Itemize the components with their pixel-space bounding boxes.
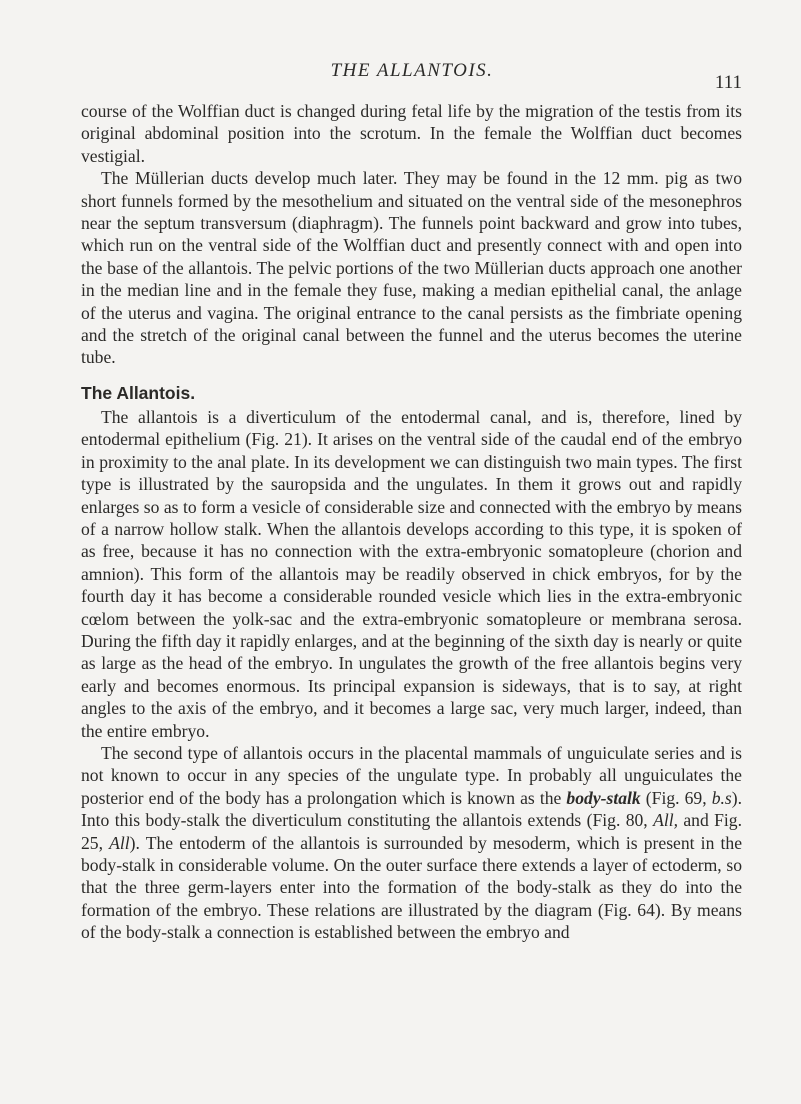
term-body-stalk: body-stalk	[566, 787, 641, 808]
paragraph-wolffian-continuation: course of the Wolffian duct is changed during fetal life by the migration of the testis from its original abdominal position into the scrotum. In the female the Wolffian duct becomes vestigial.	[81, 101, 742, 166]
text-run: The second type of allantois occurs in the placental mammals of unguiculate series and is not known to occur in any species of the ungulate type. In probably all unguiculates the posterior end of the body has a prolongation which is known as the	[81, 742, 742, 808]
paragraph-mullerian-ducts: The Müllerian ducts develop much later. They may be found in the 12 mm. pig as two short funnels formed by the mesothelium and situated on the ventral side of the mesonephros near the septum transversum (diaphragm). The funnels point backward and grow into tubes, which run on the ventral side of the Wolffian duct and presently connect with and open into the base of the allantois. The pelvic portions of the two Müllerian ducts approach one another in the median line and in the female they fuse, making a median epithelial canal, the anlage of the uterus and vagina. The original entrance to the canal persists as the fimbriate opening and the stretch of the original canal between the funnel and the uterus becomes the uterine tube.	[81, 168, 742, 368]
running-title: THE ALLANTOIS.	[330, 60, 494, 81]
page-number: 111	[714, 72, 742, 93]
text-run: ). Into this body-stalk the diverticulum constituting the allantois extends (Fig. 80,	[81, 787, 743, 831]
paragraph-allantois-second-type	[81, 742, 742, 944]
running-head	[82, 60, 742, 93]
text-run: ). The entoderm of the allantois is surrounded by mesoderm, which is present in the body-stalk in considerable volume. On the outer surface there extends a layer of ectoderm, so that the three germ-layers enter into the formation of the body-stalk as they do into the formation of the embryo. These relations are illustrated by the diagram (Fig. 64). By means of the body-stalk a connection is established between the embryo and	[81, 832, 742, 943]
figure-label-bs: b.s	[711, 787, 732, 808]
figure-label-all: All,	[653, 810, 678, 831]
body-text	[81, 100, 742, 944]
text-run: and Fig. 25,	[81, 810, 742, 853]
figure-label-all: All	[109, 832, 130, 853]
text-run: (Fig. 69,	[640, 787, 712, 808]
section-heading-allantois: The Allantois.	[81, 382, 196, 403]
paragraph-allantois-first-type: The allantois is a diverticulum of the entodermal canal, and is, therefore, lined by entodermal epithelium (Fig. 21). It arises on the ventral side of the caudal end of the embryo in proximity to the anal plate. In its development we can distinguish two main types. The first type is illustrated by the sauropsida and the ungulates. In them it grows out and rapidly enlarges so as to form a vesicle of considerable size and connected with the embryo by means of a narrow hollow stalk. When the allantois develops according to this type, it is spoken of as free, because it has no connection with the extra-embryonic somatopleure (chorion and amnion). This form of the allantois may be readily observed in chick embryos, for by the fourth day it has become a considerable rounded vesicle which lies in the extra-embryonic cœlom between the yolk-sac and the extra-embryonic somatopleure or membrana serosa. During the fifth day it rapidly enlarges, and at the beginning of the sixth day is nearly or quite as large as the head of the embryo. In ungulates the growth of the free allantois begins very early and becomes enormous. Its principal expansion is sideways, that is to say, at right angles to the axis of the embryo, and it becomes a large sac, very much larger, indeed, than the entire embryo.	[81, 406, 742, 741]
